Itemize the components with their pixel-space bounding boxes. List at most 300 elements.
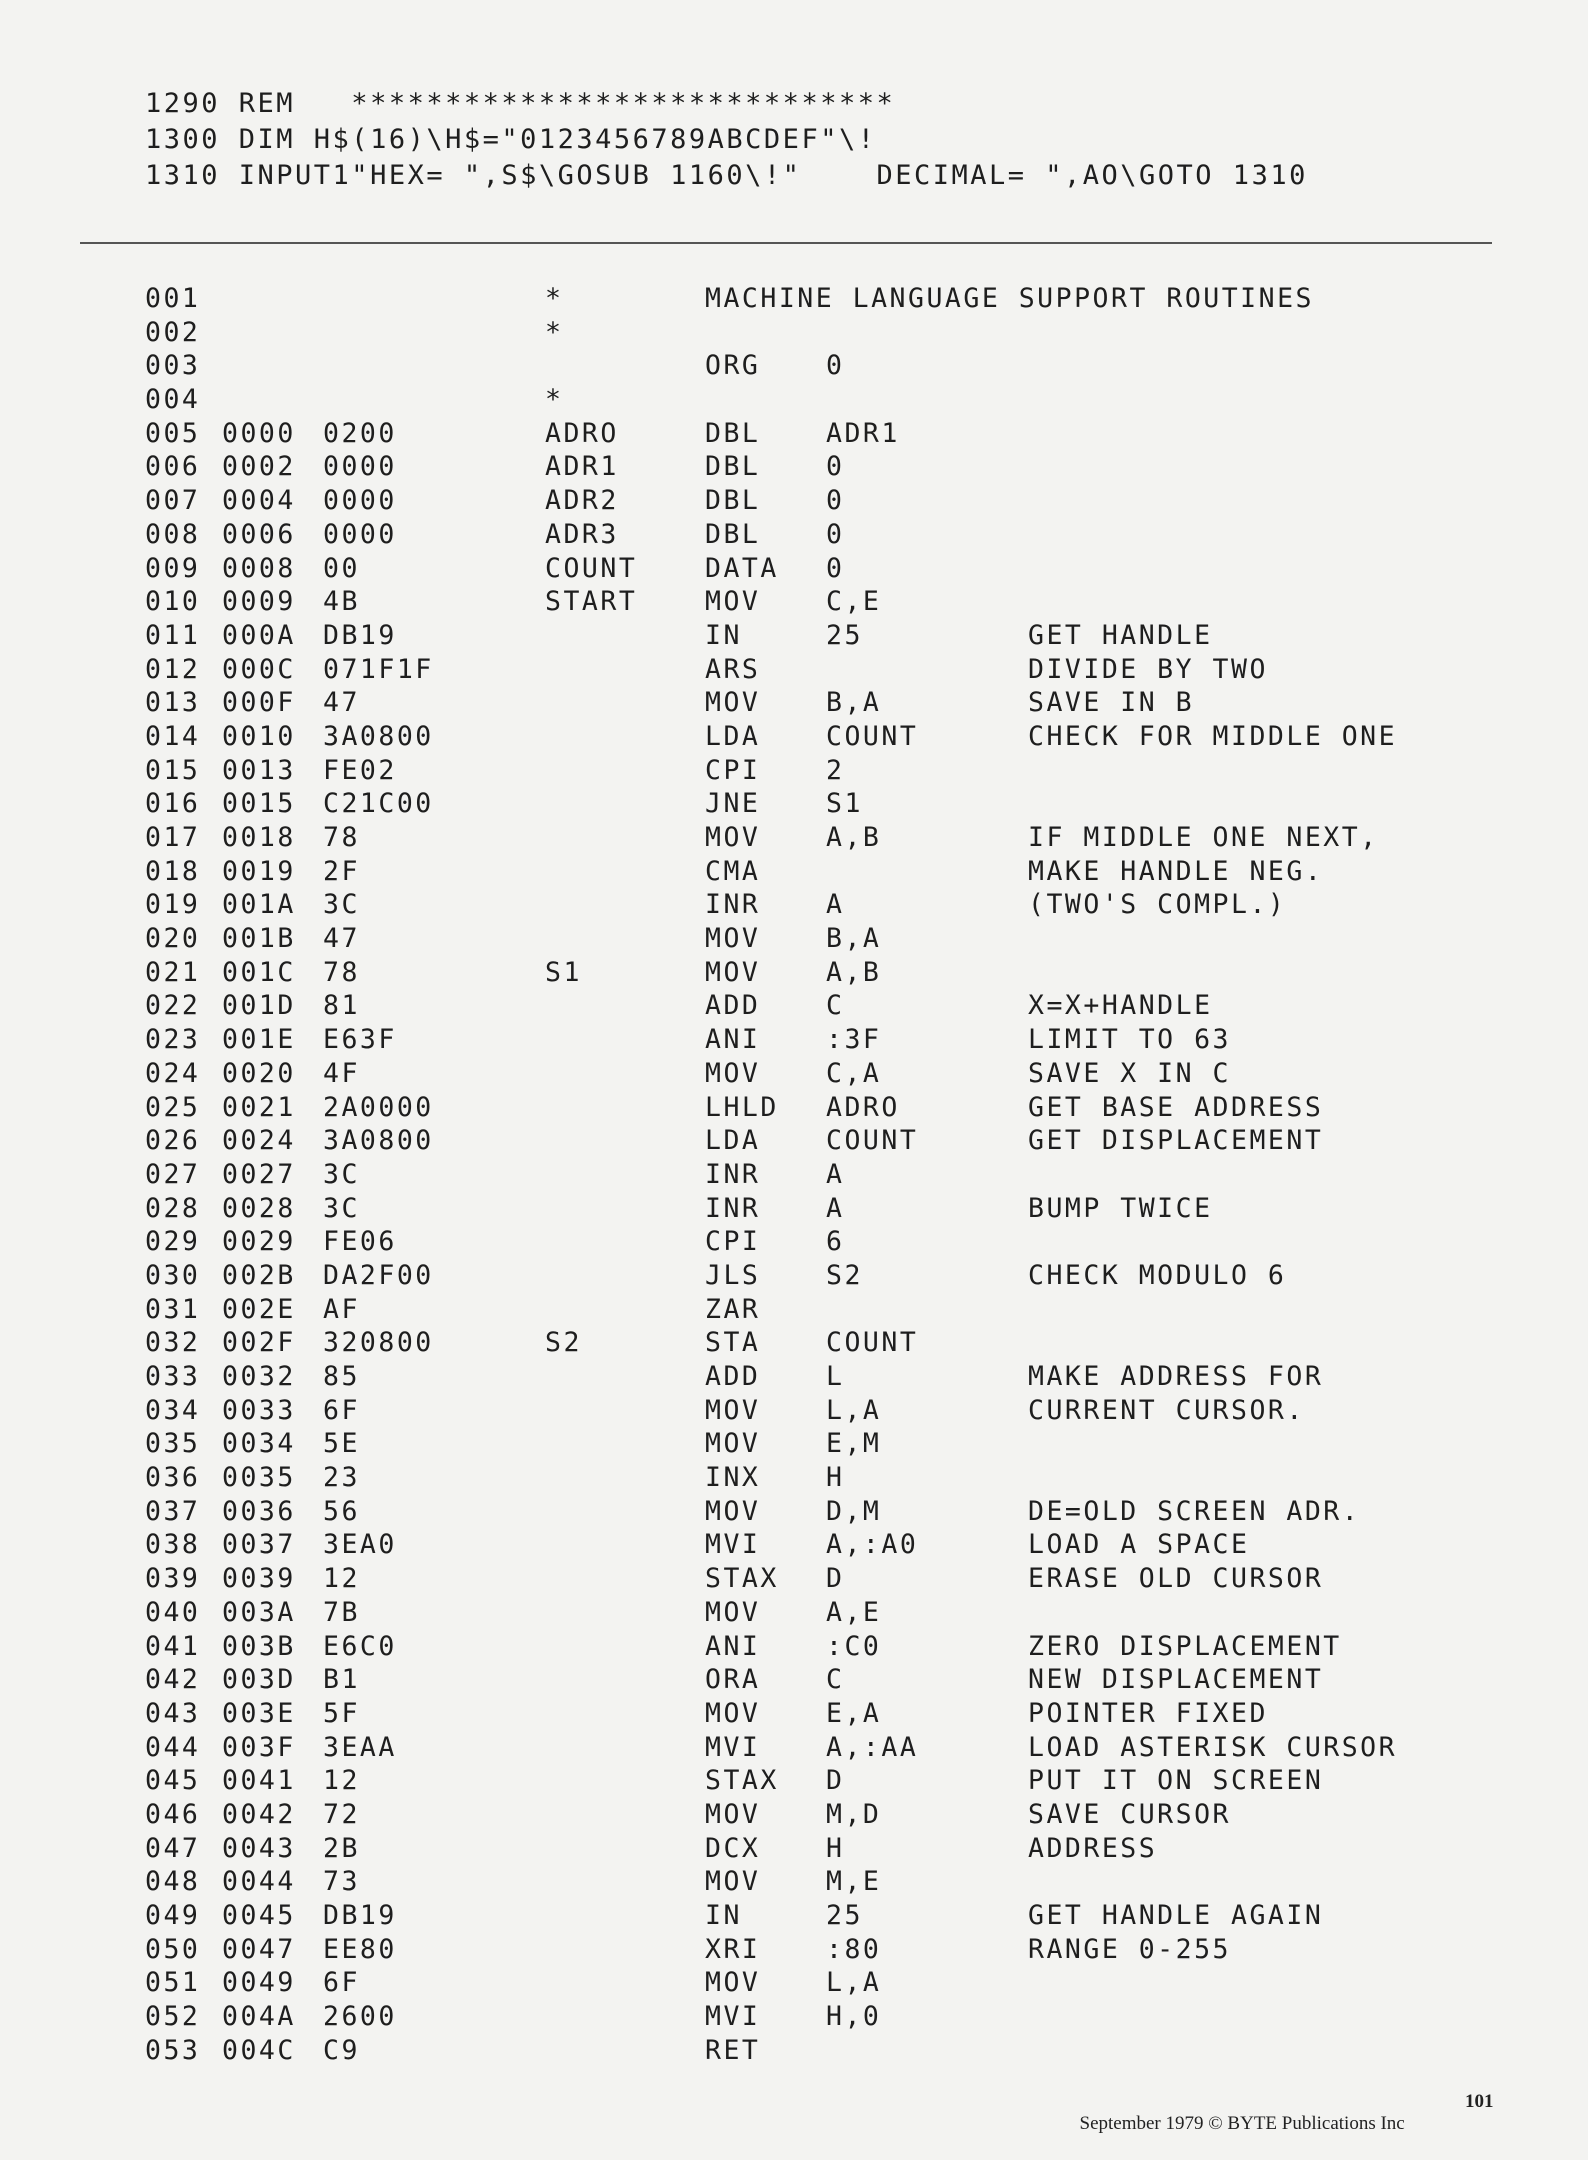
listing-row	[145, 1697, 1525, 1731]
listing-row	[145, 484, 1525, 518]
listing-opcode: ANI	[705, 1024, 761, 1056]
listing-address: 004C	[222, 2034, 296, 2066]
listing-row	[145, 1124, 1525, 1158]
listing-row	[145, 518, 1525, 552]
listing-opcode: IN	[705, 619, 742, 651]
listing-object-code: 72	[323, 1798, 360, 1830]
listing-row	[145, 316, 1525, 350]
listing-address: 0021	[222, 1091, 296, 1123]
listing-object-code: 0000	[323, 451, 397, 483]
listing-address: 0036	[222, 1495, 296, 1527]
listing-line-number: 035	[145, 1428, 201, 1460]
listing-row	[145, 956, 1525, 990]
listing-operand: A,B	[826, 956, 882, 988]
listing-address: 0044	[222, 1866, 296, 1898]
listing-operand: L,A	[826, 1967, 882, 1999]
listing-operand: L,A	[826, 1394, 882, 1426]
listing-operand: E,M	[826, 1428, 882, 1460]
listing-address: 0042	[222, 1798, 296, 1830]
listing-object-code: 5E	[323, 1428, 360, 1460]
listing-address: 0006	[222, 518, 296, 550]
listing-object-code: 56	[323, 1495, 360, 1527]
listing-opcode: MOV	[705, 1394, 761, 1426]
listing-comment: LIMIT TO 63	[1028, 1024, 1231, 1056]
listing-row	[145, 1293, 1525, 1327]
listing-operand: D,M	[826, 1495, 882, 1527]
listing-opcode: CMA	[705, 855, 761, 887]
listing-address: 0035	[222, 1462, 296, 1494]
listing-comment: CHECK FOR MIDDLE ONE	[1028, 720, 1398, 752]
listing-object-code: 4F	[323, 1057, 360, 1089]
listing-address: 0047	[222, 1933, 296, 1965]
listing-object-code: 0000	[323, 518, 397, 550]
listing-row	[145, 1764, 1525, 1798]
listing-operand: D	[826, 1765, 845, 1797]
listing-comment: SAVE X IN C	[1028, 1057, 1231, 1089]
listing-operand: A	[826, 1192, 845, 1224]
listing-object-code: DB19	[323, 1900, 397, 1931]
listing-opcode: MOV	[705, 1697, 761, 1729]
listing-opcode: DBL	[705, 485, 761, 517]
listing-row	[145, 1192, 1525, 1226]
page-footer	[1070, 2091, 1494, 2157]
listing-line-number: 043	[145, 1697, 201, 1729]
listing-opcode: MOV	[705, 1866, 761, 1898]
listing-label: START	[545, 586, 638, 618]
listing-operand: A,E	[826, 1596, 882, 1628]
listing-address: 0033	[222, 1394, 296, 1426]
listing-operand: A	[826, 889, 845, 921]
listing-object-code: 81	[323, 990, 360, 1022]
listing-opcode: ORG	[705, 350, 761, 382]
listing-operand: 0	[826, 485, 845, 517]
listing-line-number: 016	[145, 788, 201, 820]
listing-opcode: IN	[705, 1900, 742, 1931]
listing-row	[145, 1596, 1525, 1630]
listing-object-code: 4B	[323, 586, 360, 618]
listing-line-number: 031	[145, 1293, 201, 1325]
listing-line-number: 024	[145, 1057, 201, 1089]
listing-row	[145, 552, 1525, 586]
listing-row	[145, 1832, 1525, 1866]
listing-row	[145, 821, 1525, 855]
listing-operand: A,B	[826, 822, 882, 853]
listing-address: 0029	[222, 1226, 296, 1258]
listing-address: 0032	[222, 1361, 296, 1392]
listing-comment: X=X+HANDLE	[1028, 990, 1213, 1022]
listing-operand: A,:AA	[826, 1731, 919, 1763]
listing-line-number: 033	[145, 1361, 201, 1392]
listing-address: 0018	[222, 822, 296, 853]
listing-row	[145, 349, 1525, 383]
listing-address: 004A	[222, 2001, 296, 2033]
listing-address: 0008	[222, 552, 296, 584]
listing-row	[145, 1461, 1525, 1495]
listing-line-number: 012	[145, 653, 201, 685]
listing-row	[145, 1731, 1525, 1765]
listing-address: 001E	[222, 1024, 296, 1056]
listing-opcode: ANI	[705, 1630, 761, 1662]
listing-object-code: 3C	[323, 1192, 360, 1224]
listing-operand: M,D	[826, 1798, 882, 1830]
listing-opcode: INR	[705, 1158, 761, 1190]
listing-comment: CHECK MODULO 6	[1028, 1259, 1287, 1291]
listing-label: *	[545, 316, 564, 348]
footer-credit: September 1979 © BYTE Publications Inc	[1079, 2113, 1405, 2134]
listing-opcode: DCX	[705, 1832, 761, 1864]
listing-object-code: 6F	[323, 1394, 360, 1426]
listing-opcode: INX	[705, 1462, 761, 1494]
listing-opcode: INR	[705, 889, 761, 921]
listing-row	[145, 1225, 1525, 1259]
listing-operand: B,A	[826, 923, 882, 955]
listing-opcode: ADD	[705, 990, 761, 1022]
listing-opcode: MOV	[705, 956, 761, 988]
listing-operand: A	[826, 1158, 845, 1190]
listing-row	[145, 1966, 1525, 2000]
listing-row	[145, 686, 1525, 720]
listing-address: 0049	[222, 1967, 296, 1999]
listing-operand: E,A	[826, 1697, 882, 1729]
listing-opcode: STAX	[705, 1563, 779, 1595]
listing-line-number: 027	[145, 1158, 201, 1190]
listing-opcode: MOV	[705, 687, 761, 719]
listing-line-number: 026	[145, 1125, 201, 1157]
listing-address: 001C	[222, 956, 296, 988]
listing-opcode: MOV	[705, 1428, 761, 1460]
basic-line: 1290 REM *****************************	[145, 88, 896, 119]
listing-line-number: 021	[145, 956, 201, 988]
listing-object-code: 78	[323, 822, 360, 853]
listing-row	[145, 1663, 1525, 1697]
listing-operand: 2	[826, 754, 845, 786]
listing-address: 0013	[222, 754, 296, 786]
listing-opcode: MACHINE LANGUAGE SUPPORT ROUTINES	[705, 283, 1314, 314]
listing-comment: ADDRESS	[1028, 1832, 1158, 1864]
listing-operand: 0	[826, 552, 845, 584]
listing-line-number: 006	[145, 451, 201, 483]
listing-address: 002B	[222, 1259, 296, 1291]
listing-operand: COUNT	[826, 1125, 919, 1157]
listing-line-number: 042	[145, 1664, 201, 1696]
listing-operand: C	[826, 990, 845, 1022]
assembly-listing	[145, 282, 1525, 2067]
listing-label: *	[545, 283, 564, 314]
listing-row	[145, 1394, 1525, 1428]
listing-address: 0039	[222, 1563, 296, 1595]
listing-row	[145, 2000, 1525, 2034]
listing-row	[145, 1259, 1525, 1293]
listing-operand: 0	[826, 350, 845, 382]
listing-line-number: 019	[145, 889, 201, 921]
listing-label: COUNT	[545, 552, 638, 584]
listing-line-number: 017	[145, 822, 201, 853]
listing-row	[145, 855, 1525, 889]
listing-object-code: 78	[323, 956, 360, 988]
listing-line-number: 009	[145, 552, 201, 584]
listing-operand: :3F	[826, 1024, 882, 1056]
listing-line-number: 008	[145, 518, 201, 550]
listing-comment: MAKE ADDRESS FOR	[1028, 1361, 1324, 1392]
listing-line-number: 051	[145, 1967, 201, 1999]
listing-object-code: 3C	[323, 1158, 360, 1190]
listing-opcode: JNE	[705, 788, 761, 820]
listing-address: 0002	[222, 451, 296, 483]
listing-line-number: 039	[145, 1563, 201, 1595]
listing-label: ADR1	[545, 451, 619, 483]
listing-object-code: 2F	[323, 855, 360, 887]
basic-program-lines	[145, 86, 1308, 194]
listing-line-number: 053	[145, 2034, 201, 2066]
listing-comment: GET DISPLACEMENT	[1028, 1125, 1324, 1157]
listing-address: 0019	[222, 855, 296, 887]
listing-opcode: LHLD	[705, 1091, 779, 1123]
listing-comment: DIVIDE BY TWO	[1028, 653, 1268, 685]
listing-line-number: 002	[145, 316, 201, 348]
listing-object-code: 85	[323, 1361, 360, 1392]
listing-row	[145, 1360, 1525, 1394]
listing-opcode: ORA	[705, 1664, 761, 1696]
listing-line-number: 005	[145, 417, 201, 449]
listing-row	[145, 1023, 1525, 1057]
listing-comment: LOAD A SPACE	[1028, 1529, 1250, 1561]
listing-row	[145, 1326, 1525, 1360]
section-divider	[80, 242, 1492, 244]
listing-operand: :80	[826, 1933, 882, 1965]
listing-object-code: E63F	[323, 1024, 397, 1056]
listing-opcode: CPI	[705, 754, 761, 786]
listing-row	[145, 720, 1525, 754]
listing-operand: S1	[826, 788, 863, 820]
listing-address: 003B	[222, 1630, 296, 1662]
listing-line-number: 050	[145, 1933, 201, 1965]
listing-object-code: 0200	[323, 417, 397, 449]
listing-opcode: MVI	[705, 1529, 761, 1561]
listing-opcode: CPI	[705, 1226, 761, 1258]
listing-object-code: 73	[323, 1866, 360, 1898]
listing-label: ADRO	[545, 417, 619, 449]
listing-address: 0028	[222, 1192, 296, 1224]
listing-address: 002E	[222, 1293, 296, 1325]
listing-address: 0037	[222, 1529, 296, 1561]
listing-object-code: E6C0	[323, 1630, 397, 1662]
listing-operand: COUNT	[826, 1327, 919, 1359]
listing-operand: M,E	[826, 1866, 882, 1898]
listing-operand: C,A	[826, 1057, 882, 1089]
listing-line-number: 044	[145, 1731, 201, 1763]
listing-line-number: 028	[145, 1192, 201, 1224]
listing-operand: :C0	[826, 1630, 882, 1662]
listing-row	[145, 989, 1525, 1023]
listing-address: 000F	[222, 687, 296, 719]
listing-line-number: 004	[145, 384, 201, 416]
listing-object-code: DB19	[323, 619, 397, 651]
listing-comment: NEW DISPLACEMENT	[1028, 1664, 1324, 1696]
listing-row	[145, 1899, 1525, 1933]
listing-line-number: 049	[145, 1900, 201, 1931]
listing-line-number: 046	[145, 1798, 201, 1830]
listing-line-number: 029	[145, 1226, 201, 1258]
listing-operand: 0	[826, 518, 845, 550]
listing-opcode: MOV	[705, 1798, 761, 1830]
listing-row	[145, 653, 1525, 687]
listing-address: 0043	[222, 1832, 296, 1864]
listing-address: 0034	[222, 1428, 296, 1460]
listing-opcode: RET	[705, 2034, 761, 2066]
listing-line-number: 022	[145, 990, 201, 1022]
listing-operand: B,A	[826, 687, 882, 719]
listing-address: 003A	[222, 1596, 296, 1628]
listing-label: S1	[545, 956, 582, 988]
listing-comment: (TWO'S COMPL.)	[1028, 889, 1287, 921]
listing-row	[145, 2034, 1525, 2068]
listing-object-code: 3EAA	[323, 1731, 397, 1763]
listing-address: 0020	[222, 1057, 296, 1089]
listing-comment: DE=OLD SCREEN ADR.	[1028, 1495, 1361, 1527]
listing-operand: H,0	[826, 2001, 882, 2033]
listing-address: 001D	[222, 990, 296, 1022]
listing-opcode: DBL	[705, 417, 761, 449]
listing-object-code: 3A0800	[323, 720, 434, 752]
listing-line-number: 010	[145, 586, 201, 618]
listing-object-code: 47	[323, 923, 360, 955]
listing-comment: RANGE 0-255	[1028, 1933, 1231, 1965]
listing-row	[145, 1630, 1525, 1664]
listing-address: 001A	[222, 889, 296, 921]
listing-line-number: 001	[145, 283, 201, 314]
listing-line-number: 030	[145, 1259, 201, 1291]
listing-object-code: 12	[323, 1765, 360, 1797]
basic-line: 1310 INPUT1"HEX= ",S$\GOSUB 1160\!" DECIMAL= ",AO\GOTO 1310	[145, 160, 1308, 191]
listing-opcode: STAX	[705, 1765, 779, 1797]
listing-operand: C	[826, 1664, 845, 1696]
listing-object-code: AF	[323, 1293, 360, 1325]
listing-opcode: MOV	[705, 1596, 761, 1628]
listing-row	[145, 1798, 1525, 1832]
listing-opcode: MOV	[705, 923, 761, 955]
listing-object-code: C9	[323, 2034, 360, 2066]
listing-row	[145, 1057, 1525, 1091]
listing-address: 0015	[222, 788, 296, 820]
listing-opcode: XRI	[705, 1933, 761, 1965]
listing-row	[145, 282, 1525, 316]
listing-row	[145, 383, 1525, 417]
listing-comment: POINTER FIXED	[1028, 1697, 1268, 1729]
listing-line-number: 052	[145, 2001, 201, 2033]
listing-object-code: 2B	[323, 1832, 360, 1864]
listing-object-code: EE80	[323, 1933, 397, 1965]
listing-object-code: 3EA0	[323, 1529, 397, 1561]
listing-operand: H	[826, 1832, 845, 1864]
listing-comment: LOAD ASTERISK CURSOR	[1028, 1731, 1398, 1763]
listing-line-number: 036	[145, 1462, 201, 1494]
listing-row	[145, 888, 1525, 922]
listing-object-code: FE02	[323, 754, 397, 786]
listing-row	[145, 1495, 1525, 1529]
listing-object-code: 12	[323, 1563, 360, 1595]
listing-line-number: 015	[145, 754, 201, 786]
listing-opcode: MVI	[705, 2001, 761, 2033]
listing-object-code: 5F	[323, 1697, 360, 1729]
listing-address: 003E	[222, 1697, 296, 1729]
listing-opcode: STA	[705, 1327, 761, 1359]
listing-operand: 6	[826, 1226, 845, 1258]
listing-label: S2	[545, 1327, 582, 1359]
listing-comment: GET BASE ADDRESS	[1028, 1091, 1324, 1123]
listing-line-number: 013	[145, 687, 201, 719]
listing-row	[145, 619, 1525, 653]
listing-row	[145, 1933, 1525, 1967]
listing-comment: ZERO DISPLACEMENT	[1028, 1630, 1342, 1662]
listing-row	[145, 1158, 1525, 1192]
listing-row	[145, 922, 1525, 956]
listing-line-number: 018	[145, 855, 201, 887]
listing-address: 0045	[222, 1900, 296, 1931]
listing-comment: SAVE IN B	[1028, 687, 1195, 719]
listing-row	[145, 1562, 1525, 1596]
page-number: 101	[1465, 2091, 1494, 2112]
listing-opcode: MVI	[705, 1731, 761, 1763]
listing-operand: H	[826, 1462, 845, 1494]
listing-line-number: 045	[145, 1765, 201, 1797]
listing-comment: GET HANDLE AGAIN	[1028, 1900, 1324, 1931]
listing-row	[145, 1865, 1525, 1899]
listing-comment: CURRENT CURSOR.	[1028, 1394, 1305, 1426]
listing-address: 002F	[222, 1327, 296, 1359]
listing-object-code: 3C	[323, 889, 360, 921]
listing-object-code: C21C00	[323, 788, 434, 820]
listing-object-code: FE06	[323, 1226, 397, 1258]
listing-opcode: LDA	[705, 720, 761, 752]
listing-line-number: 003	[145, 350, 201, 382]
listing-line-number: 048	[145, 1866, 201, 1898]
listing-opcode: JLS	[705, 1259, 761, 1291]
listing-address: 0010	[222, 720, 296, 752]
listing-operand: ADRO	[826, 1091, 900, 1123]
listing-opcode: DBL	[705, 518, 761, 550]
listing-opcode: MOV	[705, 1967, 761, 1999]
listing-address: 003F	[222, 1731, 296, 1763]
listing-row	[145, 450, 1525, 484]
listing-operand: L	[826, 1361, 845, 1392]
listing-row	[145, 1427, 1525, 1461]
listing-address: 0041	[222, 1765, 296, 1797]
listing-address: 003D	[222, 1664, 296, 1696]
listing-opcode: ZAR	[705, 1293, 761, 1325]
listing-opcode: ARS	[705, 653, 761, 685]
listing-comment: ERASE OLD CURSOR	[1028, 1563, 1324, 1595]
listing-operand: COUNT	[826, 720, 919, 752]
listing-address: 000C	[222, 653, 296, 685]
listing-operand: 25	[826, 1900, 863, 1931]
listing-label: ADR2	[545, 485, 619, 517]
listing-comment: GET HANDLE	[1028, 619, 1213, 651]
listing-opcode: MOV	[705, 822, 761, 853]
listing-line-number: 011	[145, 619, 201, 651]
listing-row	[145, 417, 1525, 451]
listing-object-code: B1	[323, 1664, 360, 1696]
listing-object-code: 2600	[323, 2001, 397, 2033]
listing-object-code: 0000	[323, 485, 397, 517]
listing-address: 0004	[222, 485, 296, 517]
listing-opcode: DATA	[705, 552, 779, 584]
listing-opcode: LDA	[705, 1125, 761, 1157]
listing-object-code: 47	[323, 687, 360, 719]
listing-row	[145, 1528, 1525, 1562]
listing-object-code: 3A0800	[323, 1125, 434, 1157]
listing-line-number: 047	[145, 1832, 201, 1864]
listing-address: 001B	[222, 923, 296, 955]
